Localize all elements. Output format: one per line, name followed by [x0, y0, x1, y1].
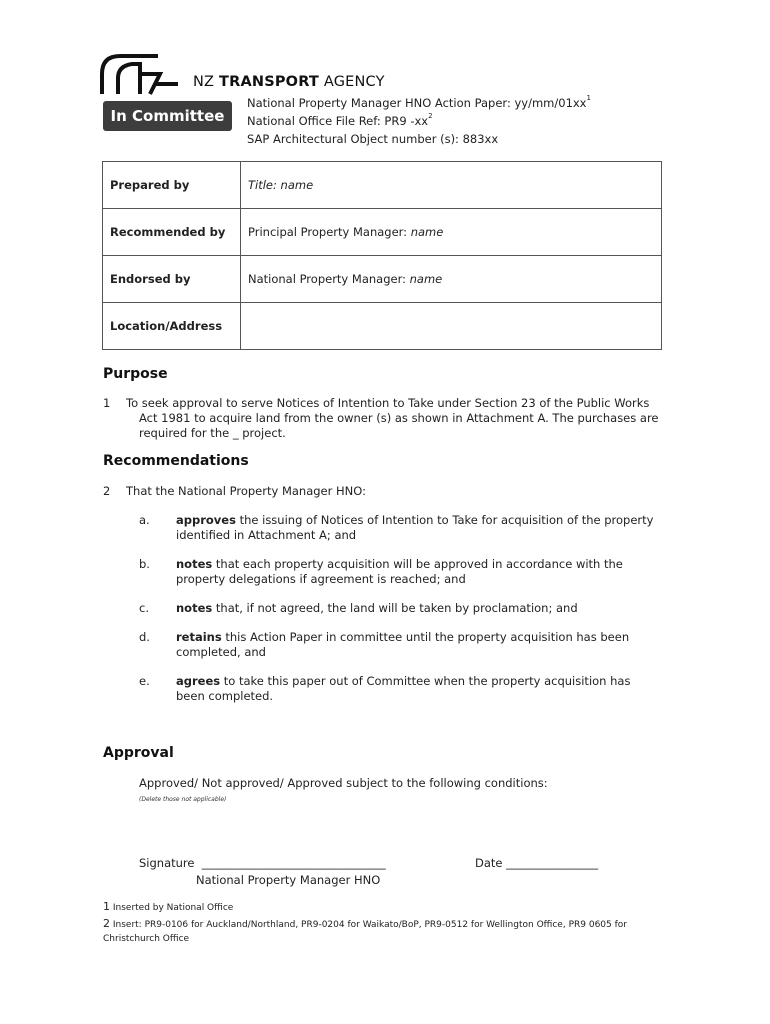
purpose-text: To seek approval to serve Notices of Intention to Take under Section 23 of the Public Works Act 1981 to acquire land from the owner (s) as shown in Attachment A. The purchases are required for the _ project.: [126, 396, 659, 440]
location-label: Location/Address: [103, 303, 241, 350]
approval-note: (Delete those not applicable): [139, 796, 227, 803]
signatory-title: National Property Manager HNO: [196, 873, 381, 887]
in-committee-badge: In Committee: [103, 101, 232, 131]
details-table: [102, 161, 662, 350]
purpose-number: 1: [103, 396, 111, 410]
endorsed-by-value: National Property Manager: name: [241, 256, 662, 303]
table-row: [103, 162, 662, 209]
sap-number-line: SAP Architectural Object number (s): 883xx: [247, 132, 499, 146]
recommendations-number: 2: [103, 484, 111, 498]
table-row: [103, 303, 662, 350]
prepared-by-value: Title: name: [241, 162, 662, 209]
table-row: [103, 209, 662, 256]
footnote-2-continued: Christchurch Office: [103, 934, 190, 944]
footnote-2: 2 Insert: PR9-0106 for Auckland/Northland, PR9-0204 for Waikato/BoP, PR9-0512 for Wellington Office, PR9 0605 for: [103, 917, 627, 930]
table-row: [103, 256, 662, 303]
recommended-by-label: Recommended by: [103, 209, 241, 256]
nzta-logo-icon: [100, 50, 180, 96]
action-paper-line: National Property Manager HNO Action Paper: $yy/mm/01xx^1$: [247, 94, 591, 110]
purpose-heading: Purpose: [103, 366, 168, 382]
approval-line: Approved/ Not approved/ Approved subject to the following conditions:: [139, 776, 548, 790]
recommendations-intro: That the National Property Manager HNO:: [126, 484, 366, 498]
footnote-1: 1 Inserted by National Office: [103, 900, 234, 913]
recommended-by-value: Principal Property Manager: name: [241, 209, 662, 256]
file-ref-line: National Office File Ref: PR9 $-xx^2$: [247, 112, 433, 128]
prepared-by-label: Prepared by: [103, 162, 241, 209]
approval-heading: Approval: [103, 745, 174, 761]
agency-name: NZ TRANSPORT AGENCY: [193, 74, 385, 90]
recommendations-heading: Recommendations: [103, 453, 249, 469]
endorsed-by-label: Endorsed by: [103, 256, 241, 303]
location-value: [241, 303, 662, 350]
signature-line: Signature ________________________________: [139, 856, 386, 870]
date-line: Date ________________: [475, 856, 599, 870]
